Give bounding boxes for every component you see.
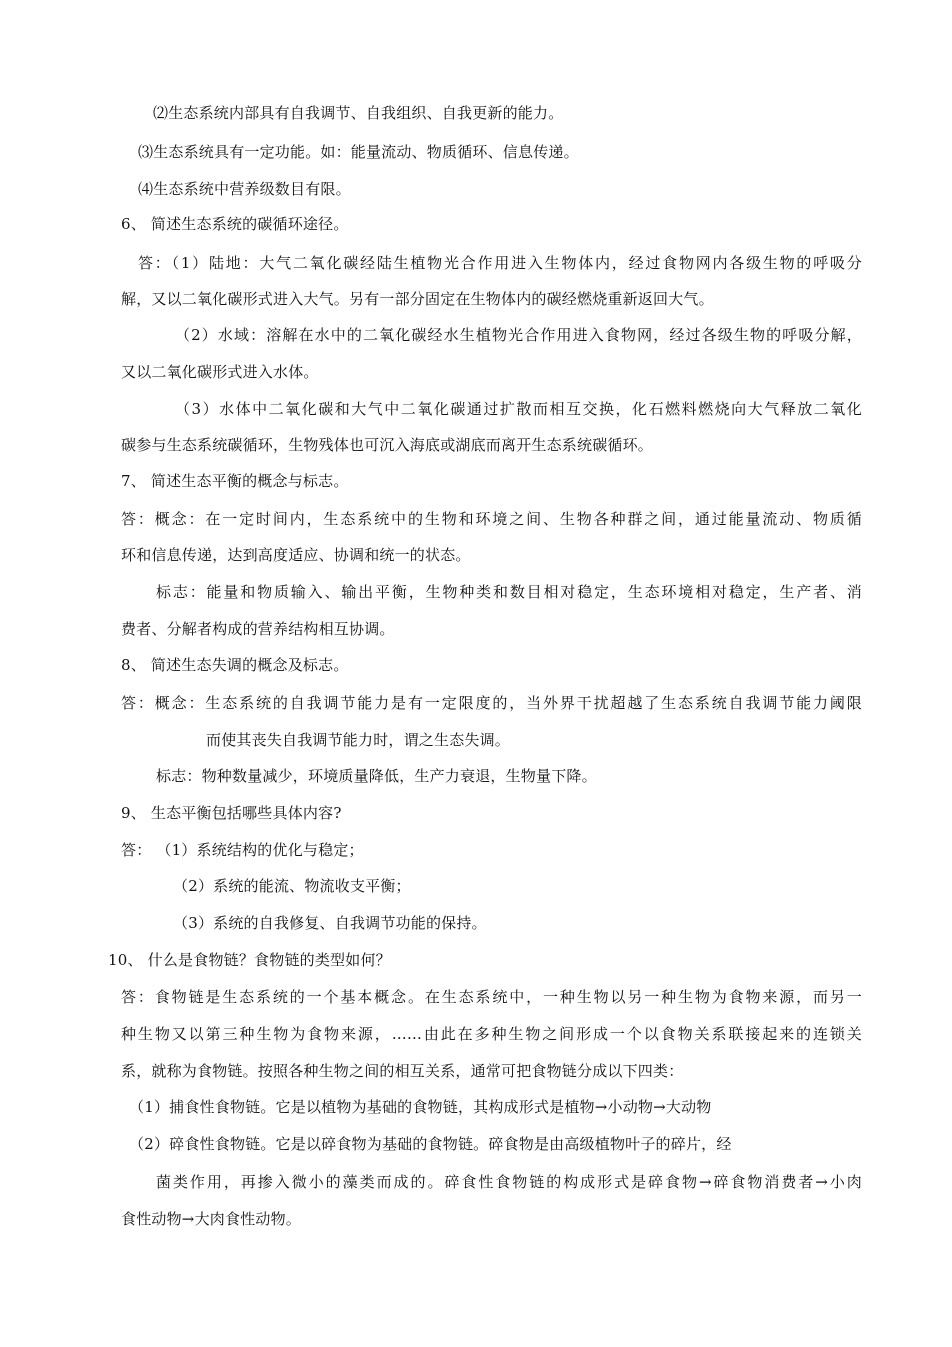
text-line: ⑶生态系统具有一定功能。如：能量流动、物质循环、信息传递。: [138, 143, 579, 161]
section-heading: 8、 简述生态失调的概念及标志。: [121, 656, 349, 674]
text-line: 食性动物→大肉食性动物。: [121, 1210, 301, 1228]
section-heading: 6、 简述生态系统的碳循环途径。: [121, 215, 349, 233]
text-line: 标志：物种数量减少，环境质量降低，生产力衰退，生物量下降。: [156, 767, 597, 785]
text-line: 答：食物链是生态系统的一个基本概念。在生态系统中，一种生物以另一种生物为食物来源，而另一: [121, 988, 862, 1006]
text-line: ⑵生态系统内部具有自我调节、自我组织、自我更新的能力。: [153, 104, 564, 122]
text-line: （3）水体中二氧化碳和大气中二氧化碳通过扩散而相互交换，化石燃料燃烧向大气释放二氧化: [175, 400, 862, 418]
text-line: 又以二氧化碳形式进入水体。: [121, 363, 319, 381]
text-line: （2）水域：溶解在水中的二氧化碳经水生植物光合作用进入食物网，经过各级生物的呼吸分解，: [175, 326, 862, 344]
text-line: 费者、分解者构成的营养结构相互协调。: [121, 620, 395, 638]
section-heading: 7、 简述生态平衡的概念与标志。: [121, 472, 349, 490]
text-line: 答：（1）陆地：大气二氧化碳经陆生植物光合作用进入生物体内，经过食物网内各级生物的呼吸分: [138, 254, 862, 272]
text-line: （3）系统的自我修复、自我调节功能的保持。: [173, 914, 487, 932]
text-line: 标志：能量和物质输入、输出平衡，生物种类和数目相对稳定，生态环境相对稳定，生产者、消: [156, 583, 862, 601]
text-line: ⑷生态系统中营养级数目有限。: [138, 180, 351, 198]
text-line: 解，又以二氧化碳形式进入大气。另有一部分固定在生物体内的碳经燃烧重新返回大气。: [121, 290, 714, 308]
text-line: 答：概念：生态系统的自我调节能力是有一定限度的，当外界干扰超越了生态系统自我调节能力阈限: [121, 694, 862, 712]
text-line: 菌类作用，再掺入微小的藻类而成的。碎食性食物链的构成形式是碎食物→碎食物消费者→小肉: [156, 1173, 862, 1191]
text-line: 答：概念：在一定时间内，生态系统中的生物和环境之间、生物各种群之间，通过能量流动、物质循: [121, 510, 862, 528]
text-line: 而使其丧失自我调节能力时，谓之生态失调。: [206, 731, 511, 749]
text-line: （1）捕食性食物链。它是以植物为基础的食物链，其构成形式是植物→小动物→大动物: [129, 1098, 712, 1116]
text-line: （2）系统的能流、物流收支平衡；: [173, 877, 411, 895]
text-line: 系，就称为食物链。按照各种生物之间的相互关系，通常可把食物链分成以下四类：: [121, 1062, 684, 1080]
section-heading: 9、 生态平衡包括哪些具体内容?: [121, 804, 342, 822]
text-line: 碳参与生态系统碳循环，生物残体也可沉入海底或湖底而离开生态系统碳循环。: [121, 436, 654, 454]
section-heading: 10、 什么是食物链？食物链的类型如何？: [108, 951, 391, 969]
text-line: 种生物又以第三种生物为食物来源，……由此在多种生物之间形成一个以食物关系联接起来的连锁关: [121, 1025, 862, 1043]
text-line: 环和信息传递，达到高度适应、协调和统一的状态。: [121, 546, 471, 564]
text-line: （2）碎食性食物链。它是以碎食物为基础的食物链。碎食物是由高级植物叶子的碎片，经: [129, 1135, 732, 1153]
text-line: 答： （1）系统结构的优化与稳定；: [121, 841, 364, 859]
